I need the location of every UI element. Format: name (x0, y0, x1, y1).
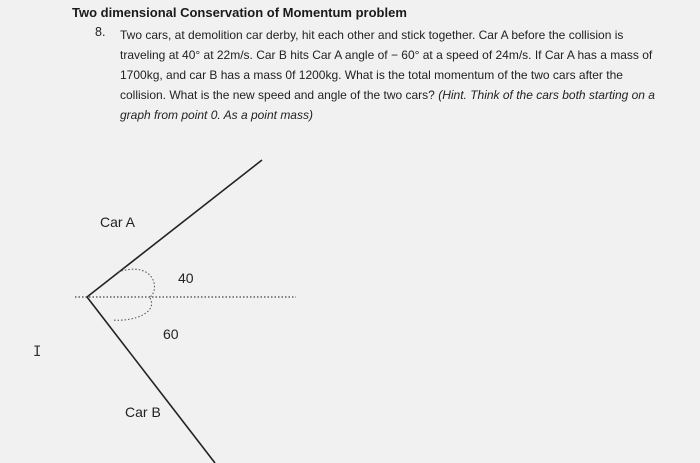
problem-hint: (Hint. Think of the cars both starting on a graph from point 0. As a point mass) (120, 88, 655, 122)
angle-b-arc (112, 298, 152, 320)
problem-body: Two cars, at demolition car derby, hit each other and stick together. Car A before the collision is traveling at 40° at 22m/s. Car B hits Car A angle of − 60° at a speed of 24m/s. If Car A has a mass of 1700kg, and car B has a mass 0f 1200kg. What is the total momentum of the two cars after the collision. What is the new speed and angle of the two cars? (120, 28, 653, 102)
page-title: Two dimensional Conservation of Momentum problem (72, 5, 407, 20)
angle-b-label: 60 (163, 326, 179, 342)
text-cursor-icon: I (33, 344, 42, 360)
angle-a-arc (118, 269, 155, 297)
car-a-label: Car A (100, 214, 136, 230)
car-b-label: Car B (125, 404, 161, 420)
angle-a-label: 40 (178, 270, 194, 286)
car-b-vector (87, 297, 215, 463)
problem-number: 8. (95, 25, 106, 39)
